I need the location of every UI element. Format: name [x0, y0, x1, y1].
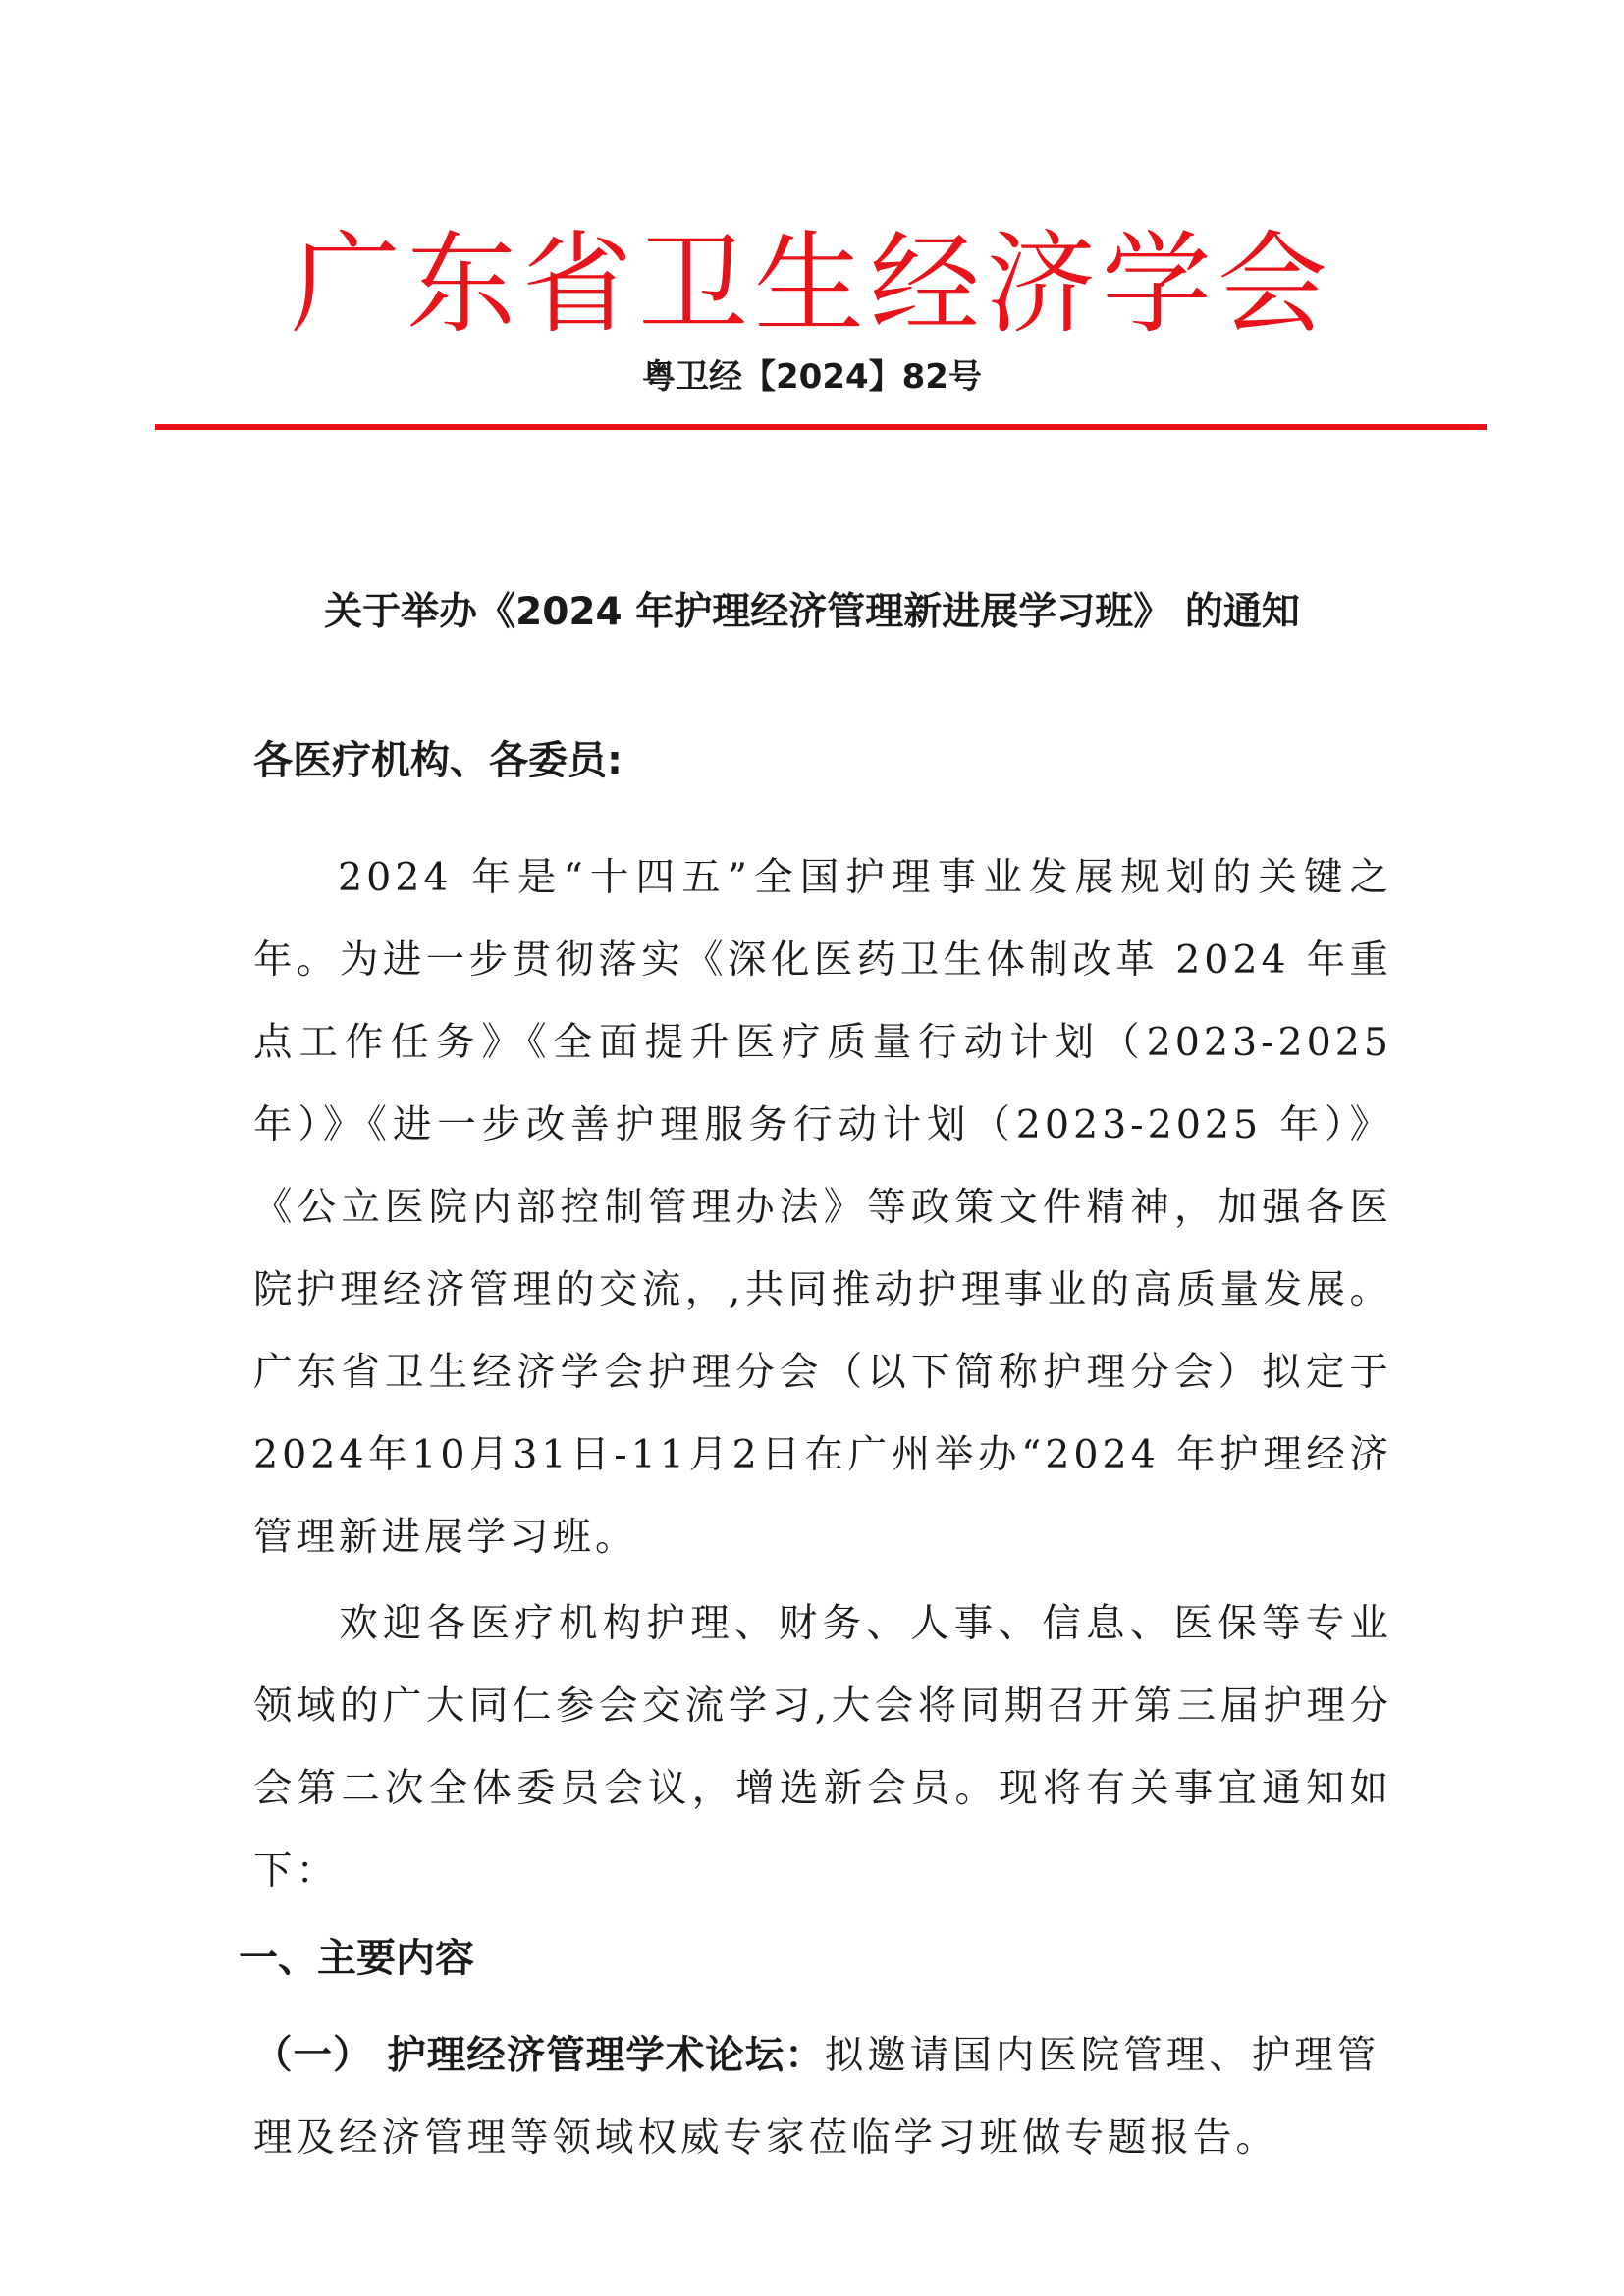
paragraph-1-text: 2024 年是“十四五”全国护理事业发展规划的关键之年。为进一步贯彻落实《深化医药卫生体制改革 2024 年重点工作任务》《全面提升医疗质量行动计划（2023-2025 年）》《进一步改善护理服务行动计划（2023-2025 年）》《公立医院内部控制管理办法》等政策文件精神，加强各医院护理经济管理的交流，,共同推动护理事业的高质量发展。广东省卫生经济学会护理分会（以下简称护理分会）拟定于 2024年10月31日-11月2日在广州举办“2024 年护理经济管理新进展学习班。	[253, 855, 1392, 1560]
section-heading: 一、主要内容	[239, 1936, 474, 1981]
notice-title: 关于举办《2024 年护理经济管理新进展学习班》 的通知	[324, 590, 1300, 634]
section-item-1	[253, 2014, 1392, 2179]
section-item-label: （一） 护理经济管理学术论坛：	[253, 2033, 825, 2078]
organization-title: 广东省卫生经济学会	[291, 221, 1333, 348]
paragraph-2-text: 欢迎各医疗机构护理、财务、人事、信息、医保等专业领域的广大同仁参会交流学习,大会将同期召开第三届护理分会第二次全体委员会议，增选新会员。现将有关事宜通知如下：	[253, 1601, 1392, 1894]
document-number: 粤卫经【2024】82号	[642, 357, 982, 397]
body-paragraph-2	[253, 1582, 1392, 1912]
salutation: 各医疗机构、各委员:	[253, 738, 623, 783]
body-paragraph-1	[253, 836, 1392, 1578]
red-divider-line	[155, 424, 1487, 430]
section-item-text: 拟邀请国内医院管理、护理管理及经济管理等领域权威专家莅临学习班做专题报告。	[253, 2033, 1380, 2161]
